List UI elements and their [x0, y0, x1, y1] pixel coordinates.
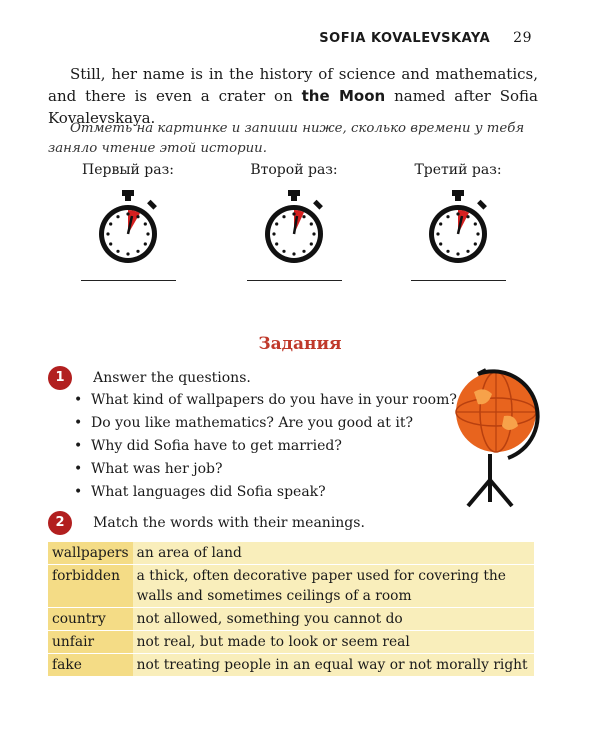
meaning-cell: not real, but made to look or seem real — [133, 631, 534, 654]
table-row — [48, 565, 534, 608]
list-item: • What was her job? — [74, 458, 457, 481]
chapter-title: SOFIA KOVALEVSKAYA — [319, 31, 491, 46]
running-head — [319, 30, 532, 46]
task-title: Match the words with their meanings. — [93, 515, 365, 531]
table-row — [48, 654, 534, 677]
globe-icon — [448, 362, 548, 512]
timer-2 — [224, 162, 364, 281]
intro-text-1: Still, her name is in the history of science and mathematics, and there is even a crater on — [48, 65, 538, 105]
list-item: • Do you like mathematics? Are you good at it? — [74, 412, 457, 435]
timer-label: Первый раз: — [82, 162, 174, 178]
task-number-badge: 1 — [48, 366, 72, 390]
task-2-heading — [48, 511, 365, 535]
intro-text-2: named after Sofia Kovalevskaya. — [48, 87, 538, 127]
table-row — [48, 542, 534, 565]
timer-label: Третий раз: — [414, 162, 502, 178]
matching-table — [48, 542, 534, 677]
word-cell: country — [48, 608, 133, 631]
word-cell: wallpapers — [48, 542, 133, 565]
word-cell: fake — [48, 654, 133, 677]
task-1-heading — [48, 366, 251, 390]
task-title: Answer the questions. — [93, 370, 251, 386]
task-number-badge: 2 — [48, 511, 72, 535]
page-number: 29 — [513, 30, 532, 46]
answer-line[interactable] — [81, 280, 176, 281]
stopwatch-icon[interactable] — [422, 190, 494, 266]
timers-row — [48, 162, 543, 302]
reading-time-instruction: Отметь на картинке и запиши ниже, сколько времени у тебя заняло чтение этой истории. — [48, 121, 525, 156]
stopwatch-icon[interactable] — [258, 190, 330, 266]
meaning-cell: not treating people in an equal way or not morally right — [133, 654, 534, 677]
timer-3 — [388, 162, 528, 281]
timer-1 — [58, 162, 198, 281]
word-cell: forbidden — [48, 565, 133, 608]
answer-line[interactable] — [247, 280, 342, 281]
answer-line[interactable] — [411, 280, 506, 281]
section-title: Задания — [258, 334, 342, 354]
meaning-cell: not allowed, something you cannot do — [133, 608, 534, 631]
timer-label: Второй раз: — [250, 162, 338, 178]
list-item: • Why did Sofia have to get married? — [74, 435, 457, 458]
list-item: • What languages did Sofia speak? — [74, 481, 457, 504]
word-cell: unfair — [48, 631, 133, 654]
meaning-cell: an area of land — [133, 542, 534, 565]
table-row — [48, 631, 534, 654]
question-list — [74, 389, 457, 504]
table-row — [48, 608, 534, 631]
stopwatch-icon[interactable] — [92, 190, 164, 266]
intro-bold: the Moon — [301, 87, 386, 105]
meaning-cell: a thick, often decorative paper used for covering the walls and sometimes ceilings of a room — [133, 565, 534, 608]
list-item: • What kind of wallpapers do you have in your room? — [74, 389, 457, 412]
